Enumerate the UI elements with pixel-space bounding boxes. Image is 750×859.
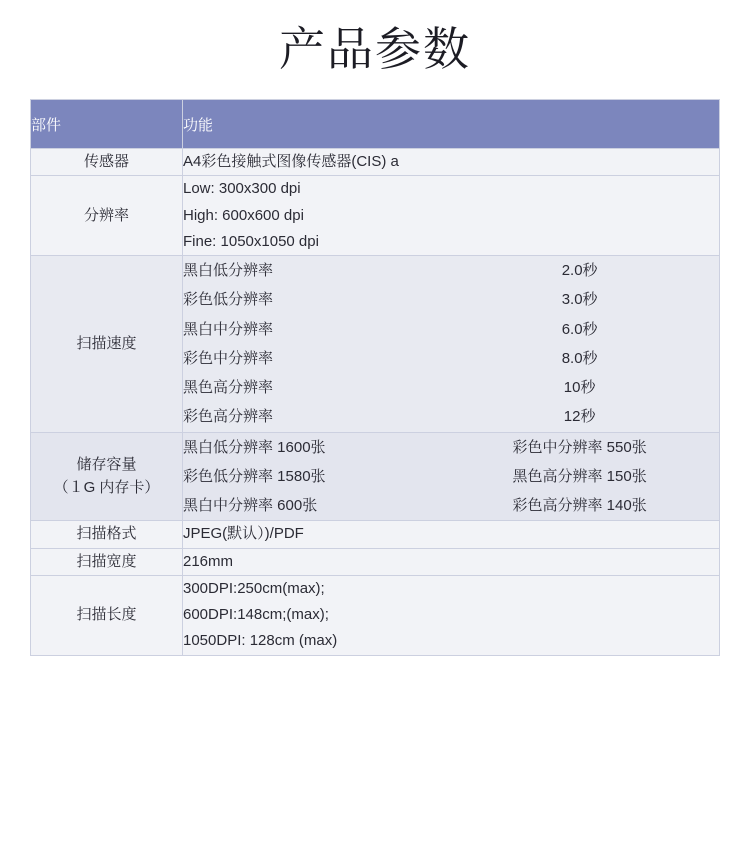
row-label-scan-width: 扫描宽度: [31, 548, 183, 575]
storage-capacity-right: [440, 433, 719, 521]
table-row: [31, 575, 720, 655]
table-row: [31, 521, 720, 548]
table-row: [31, 256, 720, 433]
row-value-storage-capacity: [183, 432, 720, 521]
value-line: 黑白低分辨率: [183, 262, 274, 280]
value-line: 2.0秒: [561, 262, 598, 280]
row-label-scan-format: 扫描格式: [31, 521, 183, 548]
row-label-resolution: 分辨率: [31, 176, 183, 256]
label-line: 储存容量: [76, 456, 137, 474]
value-line: 彩色中分辨率: [183, 349, 274, 367]
header-part: 部件: [31, 100, 183, 149]
table-row: [31, 432, 720, 521]
row-label-sensor: 传感器: [31, 149, 183, 176]
value-line: 彩色中分辨率 550张: [512, 438, 647, 456]
table-row: [31, 176, 720, 256]
value-line: Fine: 1050x1050 dpi: [183, 232, 319, 250]
row-value-scan-length: [183, 575, 720, 655]
header-function: 功能: [183, 100, 720, 149]
value-line: High: 600x600 dpi: [183, 206, 304, 224]
table-row: [31, 548, 720, 575]
value-line: 彩色高分辨率 140张: [512, 497, 647, 515]
row-value-scan-width: [183, 548, 720, 575]
value-line: 黑白中分辨率: [183, 320, 274, 338]
value-line: 彩色低分辨率 1580张: [183, 467, 326, 485]
value-line: 黑白低分辨率 1600张: [183, 438, 326, 456]
value-line: 彩色低分辨率: [183, 291, 274, 309]
row-value-sensor: [183, 149, 720, 176]
value-line: 12秒: [563, 408, 596, 426]
value-line: 216mm: [183, 552, 234, 570]
value-line: 黑色高分辨率 150张: [512, 467, 647, 485]
value-line: JPEG(默认）)/PDF: [183, 525, 304, 543]
table-row: [31, 149, 720, 176]
row-label-scan-speed: 扫描速度: [31, 256, 183, 433]
value-line: 8.0秒: [561, 349, 598, 367]
page-title: 产品参数: [279, 23, 471, 75]
value-line: Low: 300x300 dpi: [183, 180, 301, 198]
scan-speed-times: [440, 256, 719, 432]
scan-speed-modes: [183, 256, 440, 432]
value-line: 10秒: [563, 379, 596, 397]
value-line: 彩色高分辨率: [183, 408, 274, 426]
row-value-scan-format: [183, 521, 720, 548]
row-value-resolution: [183, 176, 720, 256]
value-line: 300DPI:250cm(max);: [183, 579, 325, 597]
table-header-row: [31, 100, 720, 149]
label-line: （１G 内存卡）: [53, 478, 160, 496]
spec-table: [30, 99, 720, 656]
value-line: 6.0秒: [561, 320, 598, 338]
value-line: 黑白中分辨率 600张: [183, 497, 318, 515]
value-line: 黑色高分辨率: [183, 379, 274, 397]
row-label-scan-length: 扫描长度: [31, 575, 183, 655]
value-line: A4彩色接触式图像传感器(CIS) a: [183, 153, 399, 171]
row-label-storage-capacity: [31, 432, 183, 521]
value-line: 3.0秒: [561, 291, 598, 309]
row-value-scan-speed: [183, 256, 720, 433]
storage-capacity-left: [183, 433, 440, 521]
value-line: 600DPI:148cm;(max);: [183, 606, 329, 624]
value-line: 1050DPI: 128cm (max): [183, 632, 338, 650]
